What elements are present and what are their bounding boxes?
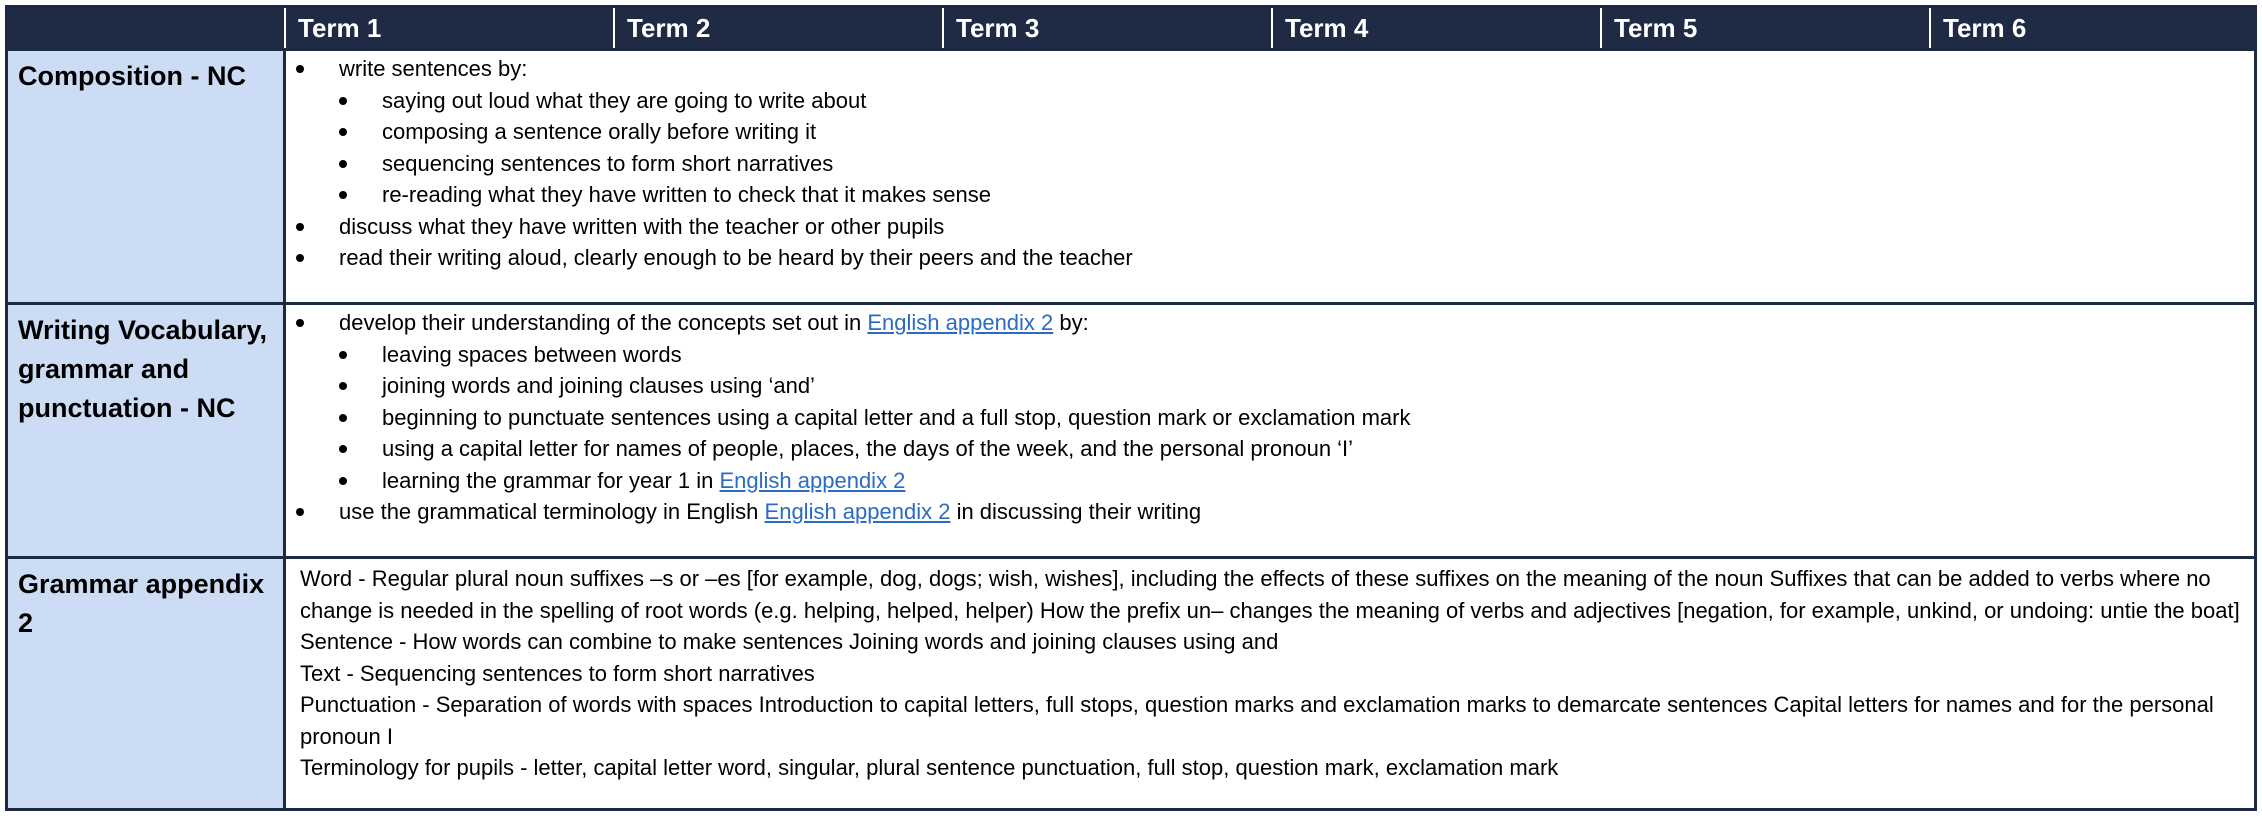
sub-bullet-saying-aloud: saying out loud what they are going to write about <box>294 85 2244 117</box>
sub-bullet-punctuate: beginning to punctuate sentences using a capital letter and a full stop, question mark or exclamation mark <box>294 402 2244 434</box>
sub-bullet-capital-letter: using a capital letter for names of people, places, the days of the week, and the personal pronoun ‘I’ <box>294 433 2244 465</box>
writing-vocabulary-row <box>8 302 2254 556</box>
english-appendix-2-link[interactable]: English appendix 2 <box>867 310 1054 335</box>
bullet-develop-understanding <box>294 307 2244 339</box>
grammar-punctuation: Punctuation - Separation of words with spaces Introduction to capital letters, full stops, question marks and exclamation marks to demarcate sentences Capital letters for names and for the personal pronoun I <box>300 692 2214 749</box>
grammar-terminology: Terminology for pupils - letter, capital letter word, singular, plural sentence punctuation, full stop, question mark, exclamation mark <box>300 755 1559 780</box>
header-term-4: Term 4 <box>1273 8 1602 48</box>
bullet-use-terminology <box>294 496 2244 528</box>
composition-content <box>286 51 2254 302</box>
english-appendix-2-link[interactable]: English appendix 2 <box>719 467 906 493</box>
composition-label: Composition - NC <box>8 51 286 302</box>
bullet-read-aloud: read their writing aloud, clearly enough to be heard by their peers and the teacher <box>294 242 2244 274</box>
header-term-5: Term 5 <box>1602 8 1931 48</box>
sub-bullet-composing: composing a sentence orally before writing it <box>294 116 2244 148</box>
bullet-write-sentences: write sentences by: <box>294 53 2244 85</box>
english-appendix-2-link[interactable]: English appendix 2 <box>764 499 951 524</box>
bullet-discuss: discuss what they have written with the teacher or other pupils <box>294 211 2244 243</box>
writing-vocabulary-content <box>286 305 2254 556</box>
header-corner-cell <box>8 8 286 48</box>
sub-bullet-joining-words: joining words and joining clauses using ‘and’ <box>294 370 2244 402</box>
sub-bullet-sequencing: sequencing sentences to form short narratives <box>294 148 2244 180</box>
header-term-2: Term 2 <box>615 8 944 48</box>
develop-text-pre: develop their understanding of the concepts set out in <box>339 310 868 335</box>
develop-text-post: by: <box>1053 310 1089 335</box>
grammar-word: Word - Regular plural noun suffixes –s or –es [for example, dog, dogs; wish, wishes], including the effects of these suffixes on the meaning of the noun Suffixes that can be added to verbs where no change is needed in the spelling of root words (e.g. helping, helped, helper) How the prefix un– changes the meaning of verbs and adjectives [negation, for example, unkind, or undoing: untie the boat] <box>300 566 2240 623</box>
grammar-appendix-row <box>8 556 2254 808</box>
use-text-pre: use the grammatical terminology in English <box>339 499 765 524</box>
header-term-3: Term 3 <box>944 8 1273 48</box>
grammar-appendix-content <box>286 559 2254 808</box>
curriculum-table <box>5 5 2257 811</box>
table-header-row <box>8 8 2254 48</box>
learning-text-pre: learning the grammar for year 1 in <box>382 467 720 493</box>
grammar-appendix-label: Grammar appendix 2 <box>8 559 286 808</box>
composition-row <box>8 48 2254 302</box>
header-term-6: Term 6 <box>1943 13 2027 43</box>
sub-bullet-learning-grammar <box>294 465 2244 497</box>
grammar-sentence: Sentence - How words can combine to make sentences Joining words and joining clauses using and <box>300 629 1279 654</box>
header-term-1: Term 1 <box>286 8 615 48</box>
sub-bullet-leaving-spaces: leaving spaces between words <box>294 339 2244 371</box>
writing-vocabulary-label: Writing Vocabulary, grammar and punctuation - NC <box>8 305 286 556</box>
grammar-text: Text - Sequencing sentences to form short narratives <box>300 660 815 686</box>
use-text-post: in discussing their writing <box>950 499 1202 524</box>
sub-bullet-re-reading: re-reading what they have written to check that it makes sense <box>294 179 2244 211</box>
